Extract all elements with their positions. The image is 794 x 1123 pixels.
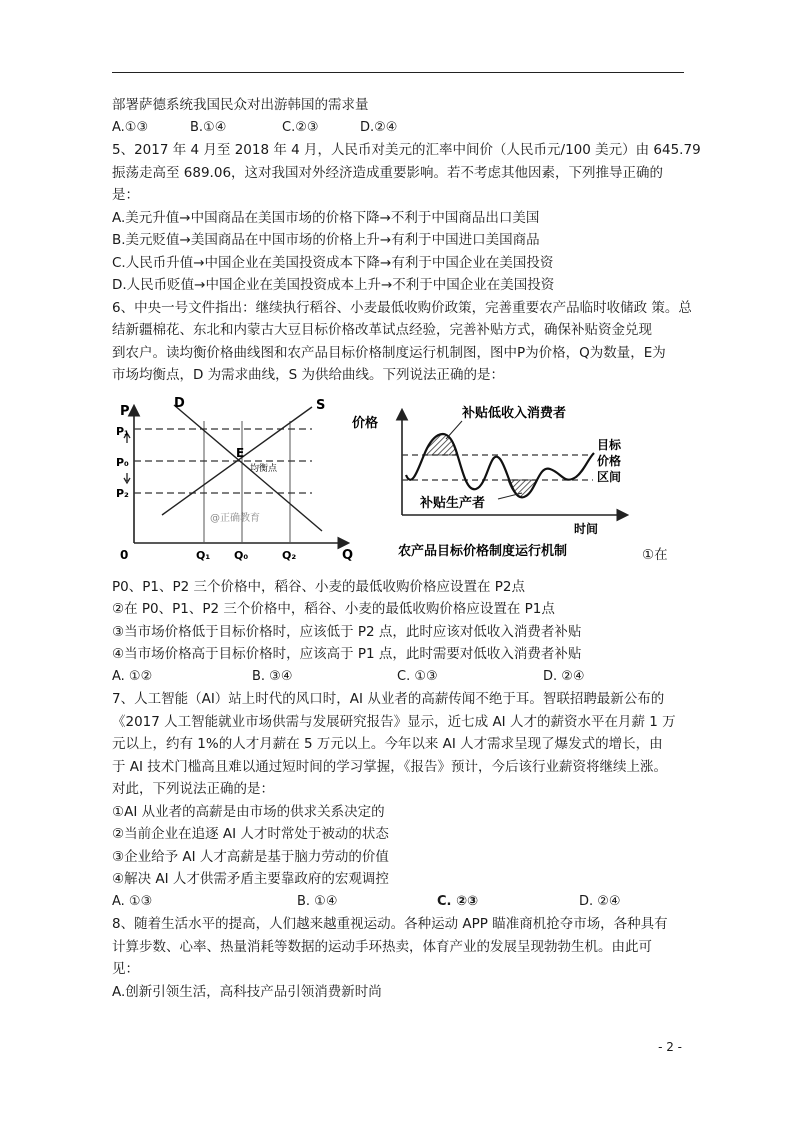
target-band-label-2: 价格	[597, 453, 622, 468]
q6-line: 市场均衡点，D 为需求曲线，S 为供给曲线。下列说法正确的是：	[112, 367, 505, 383]
option-d: D. ②④	[579, 893, 621, 909]
q7-item: ④解决 AI 人才供需矛盾主要靠政府的宏观调控	[112, 871, 389, 887]
q7-line: 《2017 人工智能就业市场供需与发展研究报告》显示，近七成 AI 人才的薪资水平在月薪 1 万	[112, 713, 676, 730]
target-price-diagram	[348, 397, 630, 565]
q6-line: 到农户。读均衡价格曲线图和农产品目标价格制度运行机制图，图中P为价格，Q为数量，E为	[112, 344, 666, 361]
q2-label: Q₂	[282, 548, 297, 562]
figure-row	[112, 393, 684, 576]
option-c: C. ②③	[437, 893, 479, 909]
q7-item: ③企业给予 AI 人才高薪是基于脑力劳动的价值	[112, 848, 389, 865]
option-d: D.②④	[360, 119, 398, 135]
q5-line: 5、2017 年 4 月至 2018 年 4 月，人民币对美元的汇率中间价（人民币元/100 美元）由 645.79	[112, 142, 701, 158]
q8-option: A.创新引领生活，高科技产品引领消费新时尚	[112, 983, 382, 1000]
q7-line: 元以上，约有 1%的人才月薪在 5 万元以上。今年以来 AI 人才需求呈现了爆发式的增长，由	[112, 736, 663, 752]
page-number: - 2 -	[658, 1040, 682, 1054]
q7-options	[112, 891, 684, 914]
d-label: D	[174, 395, 185, 411]
page-content	[112, 94, 701, 1003]
q5-option: B.美元贬值→美国商品在中国市场的价格上升→有利于中国进口美国商品	[112, 232, 540, 248]
option-d: D. ②④	[543, 668, 585, 684]
q6-line: 6、中央一号文件指出：继续执行稻谷、小麦最低收购价政策，完善重要农产品临时收储政 策。总	[112, 299, 692, 316]
q5-line: 振荡走高至 689.06，这对我国对外经济造成重要影响。若不考虑其他因素，下列推导正确的	[112, 164, 664, 181]
option-c: C.②③	[282, 119, 319, 135]
q5-line: 是：	[112, 187, 139, 203]
q7-line: 对此，下列说法正确的是：	[112, 781, 274, 797]
e-label: E	[236, 445, 245, 460]
consumer-pointer	[446, 421, 462, 439]
arrow-down-icon	[124, 473, 130, 483]
q7-line: 7、人工智能（AI）站上时代的风口时，AI 从业者的高薪传闻不绝于耳。智联招聘最新公布的	[112, 691, 665, 707]
q8-line: 计算步数、心率、热量消耗等数据的运动手环热卖，体育产业的发展呈现勃勃生机。由此可	[112, 938, 652, 955]
consumer-subsidy-label: 补贴低收入消费者	[462, 405, 567, 421]
q5-option: D.人民币贬值→中国企业在美国投资成本上升→不利于中国企业在美国投资	[112, 277, 555, 293]
origin-label: 0	[120, 547, 129, 562]
p-label: P	[120, 403, 130, 419]
option-a: A. ①②	[112, 668, 153, 684]
q6-options	[112, 666, 684, 689]
option-b: B. ①④	[297, 893, 338, 909]
option-a: A. ①③	[112, 893, 153, 909]
option-b: B. ③④	[252, 668, 293, 684]
q1-label: Q₁	[196, 548, 211, 562]
target-band-label-1: 目标	[597, 437, 622, 452]
header-rule	[112, 72, 684, 73]
q6-line: 结新疆棉花、东北和内蒙古大豆目标价格改革试点经验，完善补贴方式，确保补贴资金兑现	[112, 322, 652, 338]
q5-option: A.美元升值→中国商品在美国市场的价格下降→不利于中国商品出口美国	[112, 209, 540, 226]
s-label: S	[316, 397, 326, 413]
q0-label: Q₀	[234, 548, 249, 562]
q8-line: 见：	[112, 961, 139, 977]
target-band-label-3: 区间	[597, 469, 622, 484]
q6-item: ②在 P0、P1、P2 三个价格中，稻谷、小麦的最低收购价格应设置在 P1点	[112, 601, 555, 617]
time-axis-label: 时间	[574, 521, 599, 536]
option-a: A.①③	[112, 119, 149, 135]
p1-label: P₁	[116, 424, 129, 438]
q7-item: ②当前企业在追逐 AI 人才时常处于被动的状态	[112, 826, 389, 842]
q7-item: ①AI 从业者的高薪是由市场的供求关系决定的	[112, 803, 385, 820]
q5-option: C.人民币升值→中国企业在美国投资成本下降→有利于中国企业在美国投资	[112, 254, 554, 271]
q-label: Q	[342, 547, 354, 563]
q6-item: P0、P1、P2 三个价格中，稻谷、小麦的最低收购价格应设置在 P2点	[112, 578, 526, 595]
producer-subsidy-label: 补贴生产者	[420, 495, 486, 511]
q6-item: ④当市场价格高于目标价格时，应该高于 P1 点，此时需要对低收入消费者补贴	[112, 646, 582, 662]
q8-line: 8、随着生活水平的提高，人们越来越重视运动。各种运动 APP 瞄准商机抢夺市场，各种具有	[112, 916, 668, 932]
option-b: B.①④	[190, 119, 227, 135]
question-line: 部署萨德系统我国民众对出游韩国的需求量	[112, 97, 369, 113]
q7-line: 于 AI 技术门槛高且难以通过短时间的学习掌握，《报告》预计，今后该行业薪资将继续上涨。	[112, 758, 668, 775]
p2-label: P₂	[116, 486, 129, 500]
equilibrium-graph	[112, 393, 372, 573]
diagram-caption: 农产品目标价格制度运行机制	[398, 543, 568, 559]
option-c: C. ①③	[397, 668, 438, 684]
price-axis-label: 价格	[352, 415, 379, 431]
trailing-text: ①在	[642, 546, 668, 563]
q6-item: ③当市场价格低于目标价格时，应该低于 P2 点，此时应该对低收入消费者补贴	[112, 623, 582, 640]
equilibrium-label: 均衡点	[250, 463, 278, 474]
q4-options	[112, 117, 684, 140]
watermark: @正确教育	[210, 512, 260, 524]
p0-label: P₀	[116, 455, 129, 469]
